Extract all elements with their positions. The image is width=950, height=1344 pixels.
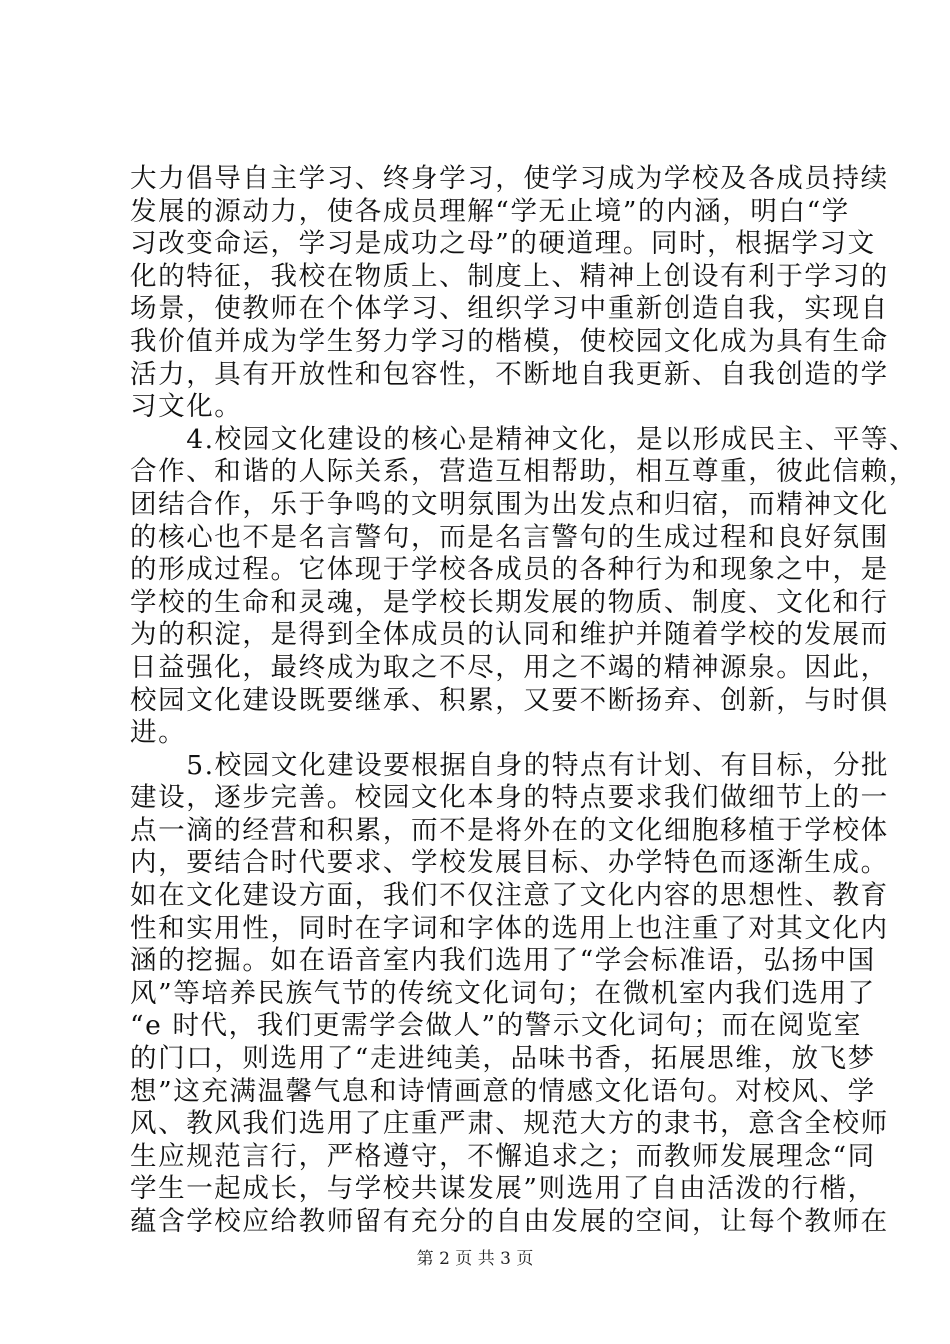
text-line: 风、教风我们选用了庄重严肃、规范大方的隶书，意含全校师 [130, 1108, 889, 1140]
text-line: 涵的挖掘。如在语音室内我们选用了“学会标准语，弘扬中国 [130, 945, 876, 977]
text-line: 合作、和谐的人际关系，营造互相帮助，相互尊重，彼此信赖， [130, 456, 917, 488]
text-line: 习文化。 [130, 391, 243, 423]
text-line: 的形成过程。它体现于学校各成员的各种行为和现象之中，是 [130, 554, 889, 586]
text-line: 点一滴的经营和积累，而不是将外在的文化细胞移植于学校体 [130, 814, 889, 846]
text-line: 生应规范言行，严格遵守，不懈追求之；而教师发展理念“同 [130, 1140, 876, 1172]
text-line: 风”等培养民族气节的传统文化词句；在微机室内我们选用了 [130, 977, 876, 1009]
text-line: 我价值并成为学生努力学习的楷模，使校园文化成为具有生命 [130, 325, 889, 357]
text-line: 习改变命运，学习是成功之母”的硬道理。同时，根据学习文 [130, 228, 876, 260]
text-line: “e 时代，我们更需学会做人”的警示文化词句；而在阅览室 [130, 1010, 863, 1042]
text-line: 性和实用性，同时在字词和字体的选用上也注重了对其文化内 [130, 912, 889, 944]
text-line: 活力，具有开放性和包容性，不断地自我更新、自我创造的学 [130, 358, 889, 390]
text-line: 为的积淀，是得到全体成员的认同和维护并随着学校的发展而 [130, 619, 889, 651]
text-line: 学校的生命和灵魂，是学校长期发展的物质、制度、文化和行 [130, 586, 889, 618]
text-line: 如在文化建设方面，我们不仅注意了文化内容的思想性、教育 [130, 880, 889, 912]
text-line: 日益强化，最终成为取之不尽，用之不竭的精神源泉。因此， [130, 651, 889, 683]
text-line: 学生一起成长，与学校共谋发展”则选用了自由活泼的行楷， [130, 1173, 876, 1205]
text-line: 进。 [130, 717, 187, 749]
text-line: 团结合作，乐于争鸣的文明氛围为出发点和归宿，而精神文化 [130, 488, 889, 520]
page-footer: 第 2 页 共 3 页 [416, 1249, 534, 1269]
text-line: 想”这充满温馨气息和诗情画意的情感文化语句。对校风、学 [130, 1075, 876, 1107]
text-line: 4.校园文化建设的核心是精神文化，是以形成民主、平等、 [130, 423, 918, 455]
text-line: 场景，使教师在个体学习、组织学习中重新创造自我，实现自 [130, 293, 889, 325]
text-line: 建设，逐步完善。校园文化本身的特点要求我们做细节上的一 [130, 782, 889, 814]
text-line: 的核心也不是名言警句，而是名言警句的生成过程和良好氛围 [130, 521, 889, 553]
text-line: 内，要结合时代要求、学校发展目标、办学特色而逐渐生成。 [130, 847, 889, 879]
text-line: 5.校园文化建设要根据自身的特点有计划、有目标，分批 [130, 749, 890, 781]
text-line: 化的特征，我校在物质上、制度上、精神上创设有利于学习的 [130, 260, 889, 292]
text-line: 蕴含学校应给教师留有充分的自由发展的空间，让每个教师在 [130, 1206, 889, 1237]
body-text [130, 163, 918, 1239]
text-line: 大力倡导自主学习、终身学习，使学习成为学校及各成员持续 [130, 163, 889, 194]
text-line: 的门口，则选用了“走进纯美，品味书香，拓展思维，放飞梦 [130, 1043, 876, 1075]
text-line: 发展的源动力，使各成员理解“学无止境”的内涵，明白“学 [130, 195, 850, 227]
text-line: 校园文化建设既要继承、积累，又要不断扬弃、创新，与时俱 [130, 684, 889, 716]
